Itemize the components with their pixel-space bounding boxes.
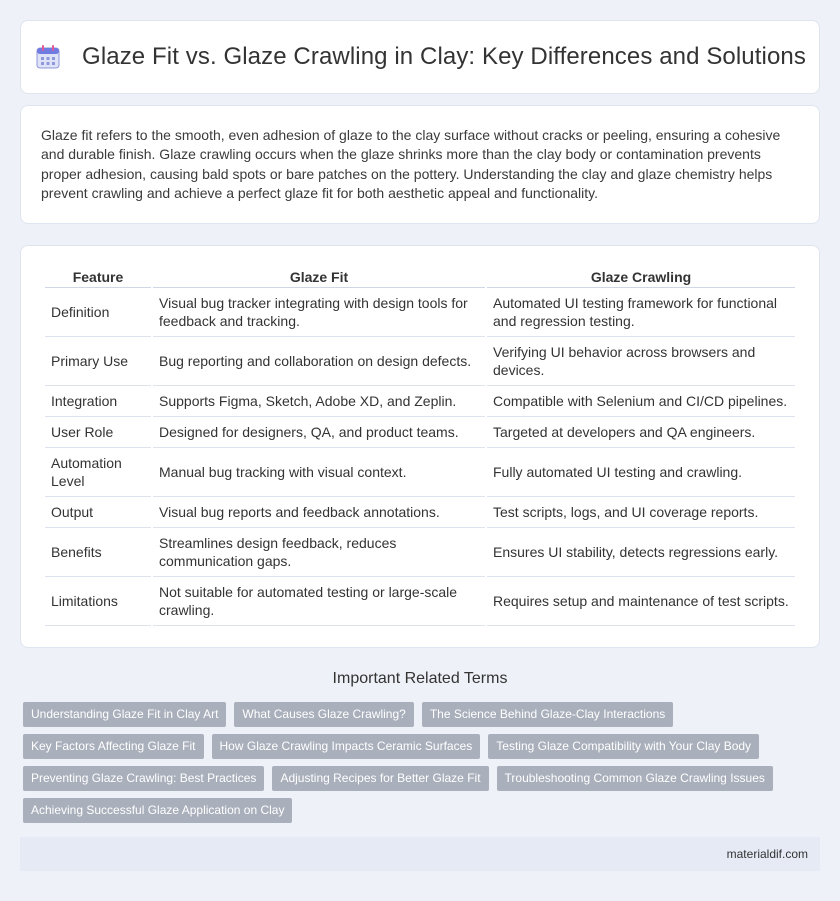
header-card (20, 20, 820, 94)
cell-glaze-crawling: Requires setup and maintenance of test scripts. (487, 577, 795, 626)
related-terms-list (23, 702, 823, 830)
related-terms-title: Important Related Terms (332, 670, 508, 687)
column-header-glaze-crawling: Glaze Crawling (487, 266, 795, 288)
cell-glaze-crawling: Ensures UI stability, detects regressions early. (487, 528, 795, 577)
footer-site: materialdif.com (726, 847, 808, 861)
cell-feature: Integration (45, 386, 151, 417)
cell-feature: Automation Level (45, 448, 151, 497)
cell-glaze-fit: Visual bug reports and feedback annotations. (153, 497, 485, 528)
comparison-table-card (20, 245, 820, 648)
cell-glaze-fit: Bug reporting and collaboration on design defects. (153, 337, 485, 386)
cell-glaze-crawling: Compatible with Selenium and CI/CD pipelines. (487, 386, 795, 417)
table-header-row (45, 266, 795, 288)
cell-glaze-fit: Not suitable for automated testing or large-scale crawling. (153, 577, 485, 626)
related-term-tag[interactable]: Achieving Successful Glaze Application on Clay (23, 798, 292, 823)
table-row (45, 448, 795, 497)
related-term-tag[interactable]: Understanding Glaze Fit in Clay Art (23, 702, 226, 727)
related-term-tag[interactable]: Key Factors Affecting Glaze Fit (23, 734, 204, 759)
cell-feature: Limitations (45, 577, 151, 626)
cell-glaze-crawling: Test scripts, logs, and UI coverage reports. (487, 497, 795, 528)
comparison-table (43, 266, 797, 626)
table-row (45, 386, 795, 417)
column-header-feature: Feature (45, 266, 151, 288)
table-row (45, 417, 795, 448)
cell-feature: Definition (45, 288, 151, 337)
table-row (45, 528, 795, 577)
related-term-tag[interactable]: Troubleshooting Common Glaze Crawling Issues (497, 766, 773, 791)
cell-glaze-fit: Visual bug tracker integrating with design tools for feedback and tracking. (153, 288, 485, 337)
cell-glaze-fit: Designed for designers, QA, and product teams. (153, 417, 485, 448)
related-term-tag[interactable]: How Glaze Crawling Impacts Ceramic Surfaces (212, 734, 481, 759)
cell-glaze-crawling: Verifying UI behavior across browsers and devices. (487, 337, 795, 386)
cell-feature: Benefits (45, 528, 151, 577)
cell-glaze-fit: Streamlines design feedback, reduces communication gaps. (153, 528, 485, 577)
table-row (45, 337, 795, 386)
related-term-tag[interactable]: Preventing Glaze Crawling: Best Practices (23, 766, 264, 791)
column-header-glaze-fit: Glaze Fit (153, 266, 485, 288)
cell-glaze-crawling: Automated UI testing framework for functional and regression testing. (487, 288, 795, 337)
cell-glaze-fit: Supports Figma, Sketch, Adobe XD, and Zeplin. (153, 386, 485, 417)
table-row (45, 577, 795, 626)
table-row (45, 288, 795, 337)
related-term-tag[interactable]: Testing Glaze Compatibility with Your Clay Body (488, 734, 759, 759)
cell-glaze-crawling: Fully automated UI testing and crawling. (487, 448, 795, 497)
calendar-icon (34, 43, 62, 71)
cell-feature: User Role (45, 417, 151, 448)
cell-glaze-crawling: Targeted at developers and QA engineers. (487, 417, 795, 448)
cell-glaze-fit: Manual bug tracking with visual context. (153, 448, 485, 497)
cell-feature: Output (45, 497, 151, 528)
footer (20, 837, 820, 871)
related-term-tag[interactable]: What Causes Glaze Crawling? (234, 702, 413, 727)
related-term-tag[interactable]: The Science Behind Glaze-Clay Interactions (422, 702, 673, 727)
intro-text: Glaze fit refers to the smooth, even adhesion of glaze to the clay surface without cracks or peeling, ensuring a cohesive and durable finish. Glaze crawling occurs when the glaze shrinks more than the clay body or contamination prevents proper adhesion, causing bald spots or bare patches on the pottery. Understanding the clay and glaze chemistry helps prevent crawling and achieve a perfect glaze fit for both aesthetic appeal and functionality. (41, 127, 781, 202)
page-title: Glaze Fit vs. Glaze Crawling in Clay: Key Differences and Solutions (82, 43, 806, 70)
table-row (45, 497, 795, 528)
related-term-tag[interactable]: Adjusting Recipes for Better Glaze Fit (272, 766, 488, 791)
intro-card (20, 105, 820, 224)
cell-feature: Primary Use (45, 337, 151, 386)
